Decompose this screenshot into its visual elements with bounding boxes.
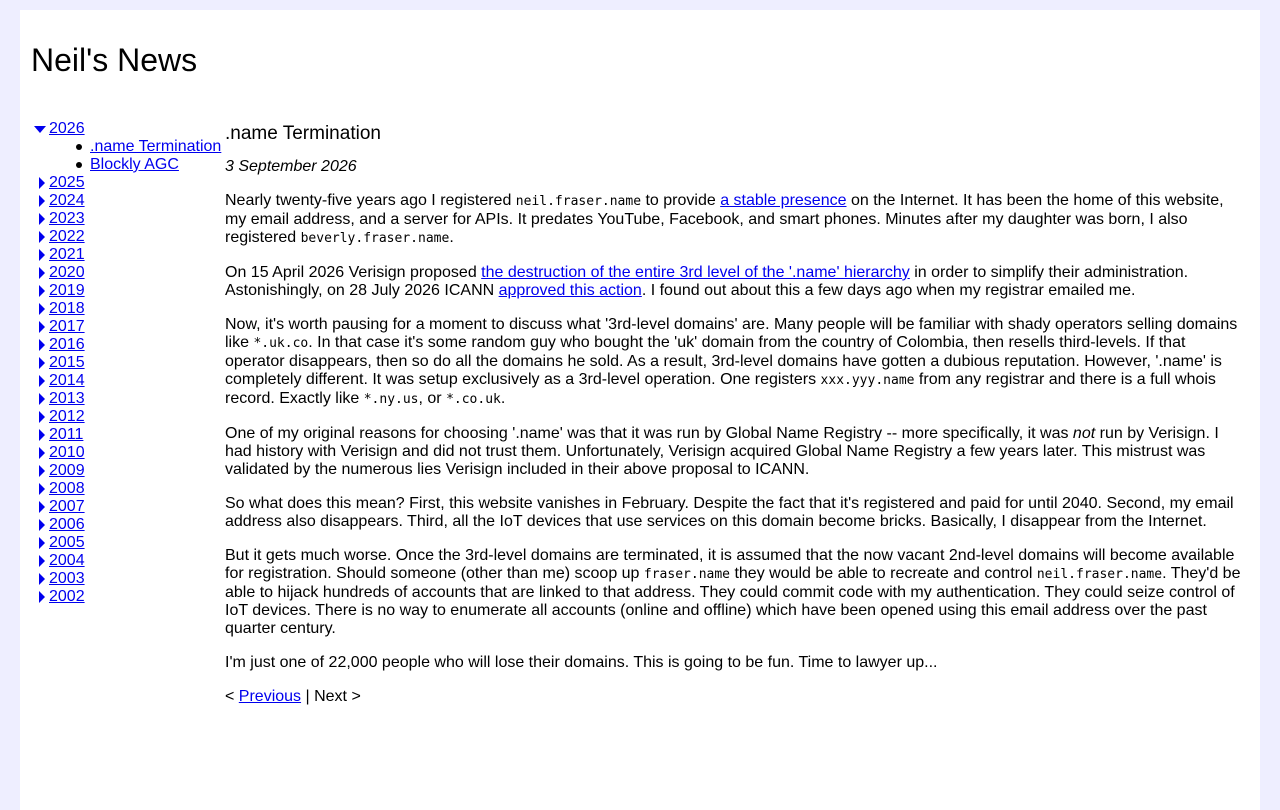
post-paragraph <box>225 316 1245 409</box>
text: On 15 April 2026 Verisign proposed <box>225 264 482 281</box>
archive-year-collapsed[interactable] <box>32 408 227 426</box>
text: Nearly twenty-five years ago I registered <box>225 192 516 209</box>
domain-code: xxx.yyy.name <box>820 373 915 388</box>
icann-approval-link[interactable]: approved this action <box>498 282 642 299</box>
text: in order to simplify their administration. Astonishingly, on 28 July 2026 ICANN <box>225 264 1189 299</box>
text: . <box>500 390 506 407</box>
archive-year-link[interactable]: 2019 <box>49 282 85 299</box>
triangle-right-icon[interactable] <box>32 210 49 228</box>
domain-code: neil.fraser.name <box>1036 567 1163 582</box>
next-label: Next > <box>314 688 361 705</box>
archive-year-collapsed[interactable] <box>32 372 227 390</box>
triangle-right-icon[interactable] <box>32 480 49 498</box>
archive-year-collapsed[interactable] <box>32 534 227 552</box>
triangle-right-icon[interactable] <box>32 390 49 408</box>
archive-year-collapsed[interactable] <box>32 336 227 354</box>
triangle-right-icon[interactable] <box>32 408 49 426</box>
page <box>20 10 1260 810</box>
archive-year-collapsed[interactable] <box>32 228 227 246</box>
triangle-right-icon[interactable] <box>32 498 49 516</box>
triangle-right-icon[interactable] <box>32 174 49 192</box>
triangle-right-icon[interactable] <box>32 192 49 210</box>
pager-separator: | <box>301 688 315 705</box>
archive-post-item[interactable] <box>32 156 227 174</box>
archive-year-link[interactable]: 2018 <box>49 300 85 317</box>
archive-year-link[interactable]: 2012 <box>49 408 85 425</box>
text: . They'd be able to hijack hundreds of accounts that are linked to that address. They could commit code with my authentication. They could seize control of IoT devices. There is no way to enumerate all accounts (online and offline) which have been opened using this email address over the past quarter century. <box>225 565 1241 637</box>
triangle-right-icon[interactable] <box>32 444 49 462</box>
archive-year-link[interactable]: 2004 <box>49 552 85 569</box>
bullet-icon <box>76 162 82 168</box>
archive-year-link[interactable]: 2025 <box>49 174 85 191</box>
triangle-right-icon[interactable] <box>32 354 49 372</box>
archive-year-collapsed[interactable] <box>32 300 227 318</box>
bullet-icon <box>76 144 82 150</box>
archive-year-collapsed[interactable] <box>32 516 227 534</box>
archive-year-link[interactable]: 2023 <box>49 210 85 227</box>
triangle-right-icon[interactable] <box>32 246 49 264</box>
archive-year-collapsed[interactable] <box>32 588 227 606</box>
archive-post-link[interactable]: Blockly AGC <box>90 156 179 173</box>
domain-code: *.ny.us <box>363 392 419 407</box>
post-content <box>225 120 1245 706</box>
archive-year-link[interactable]: 2010 <box>49 444 85 461</box>
post-title: .name Termination <box>225 123 381 144</box>
post-paragraph: So what does this mean? First, this website vanishes in February. Despite the fact that it's registered and paid for until 2040. Second, my email address also disappears. Third, all the IoT devices that use services on this domain become bricks. Basically, I disappear from the Internet. <box>225 495 1234 530</box>
text: , or <box>418 390 447 407</box>
archive-year-collapsed[interactable] <box>32 462 227 480</box>
domain-code: *.uk.co <box>253 336 309 351</box>
text: But it gets much worse. Once the 3rd-level domains are terminated, it is assumed that the now vacant 2nd-level domains will become available for registration. Should someone (other than me) scoop up <box>225 547 1235 582</box>
text: from any registrar and there is a full whois record. Exactly like <box>225 371 1216 407</box>
triangle-right-icon[interactable] <box>32 300 49 318</box>
archive-year-collapsed[interactable] <box>32 498 227 516</box>
archive-year-collapsed[interactable] <box>32 426 227 444</box>
archive-year-link[interactable]: 2003 <box>49 570 85 587</box>
archive-year-collapsed[interactable] <box>32 390 227 408</box>
triangle-right-icon[interactable] <box>32 570 49 588</box>
triangle-right-icon[interactable] <box>32 462 49 480</box>
triangle-right-icon[interactable] <box>32 588 49 606</box>
triangle-right-icon[interactable] <box>32 372 49 390</box>
archive-year-link[interactable]: 2006 <box>49 516 85 533</box>
archive-year-link[interactable]: 2002 <box>49 588 85 605</box>
archive-year-link[interactable]: 2016 <box>49 336 85 353</box>
archive-year-collapsed[interactable] <box>32 210 227 228</box>
pager <box>225 688 1245 706</box>
archive-year-list <box>32 174 227 606</box>
archive-year-link[interactable]: 2017 <box>49 318 85 335</box>
text: on the Internet. It has been the home of this website, my email address, and a server for APIs. It predates YouTube, Facebook, and smart phones. Minutes after my daughter was born, I also registered <box>225 192 1224 246</box>
triangle-right-icon[interactable] <box>32 264 49 282</box>
site-title: Neil's News <box>31 42 198 78</box>
stable-presence-link[interactable]: a stable presence <box>720 192 847 209</box>
domain-code: *.co.uk <box>446 392 501 407</box>
archive-year-link[interactable]: 2015 <box>49 354 85 371</box>
triangle-right-icon[interactable] <box>32 336 49 354</box>
archive-year-link[interactable]: 2026 <box>49 120 85 137</box>
post-paragraph <box>225 264 1245 300</box>
archive-sidebar <box>32 120 227 606</box>
triangle-right-icon[interactable] <box>32 534 49 552</box>
previous-link[interactable]: Previous <box>238 688 302 705</box>
archive-year-collapsed[interactable] <box>32 264 227 282</box>
post-paragraph: I'm just one of 22,000 people who will lose their domains. This is going to be fun. Time to lawyer up... <box>225 654 938 671</box>
archive-year-collapsed[interactable] <box>32 552 227 570</box>
triangle-right-icon[interactable] <box>32 228 49 246</box>
archive-year-collapsed[interactable] <box>32 246 227 264</box>
archive-year-open[interactable] <box>32 120 227 138</box>
text: to provide <box>641 192 721 209</box>
post-paragraph <box>225 547 1245 638</box>
archive-year-link[interactable]: 2013 <box>49 390 85 407</box>
verisign-proposal-link[interactable]: the destruction of the entire 3rd level of the '.name' hierarchy <box>481 264 910 281</box>
text: . I found out about this a few days ago when my registrar emailed me. <box>641 282 1136 299</box>
archive-year-link[interactable]: 2022 <box>49 228 85 245</box>
triangle-right-icon[interactable] <box>32 282 49 300</box>
archive-year-collapsed[interactable] <box>32 174 227 192</box>
emphasis: not <box>1072 425 1096 442</box>
post-paragraph <box>225 192 1245 248</box>
archive-year-collapsed[interactable] <box>32 192 227 210</box>
archive-year-collapsed[interactable] <box>32 444 227 462</box>
triangle-right-icon[interactable] <box>32 516 49 534</box>
domain-code: fraser.name <box>643 567 730 582</box>
archive-year-link[interactable]: 2014 <box>49 372 85 389</box>
archive-year-collapsed[interactable] <box>32 282 227 300</box>
text: . <box>449 229 454 246</box>
triangle-right-icon[interactable] <box>32 318 49 336</box>
domain-code: beverly.fraser.name <box>300 231 450 246</box>
text: . In that case it's some random guy who bought the 'uk' domain from the country of Colombia, then resells third-levels. If that operator disappears, then so do all the domains he sold. As a result, 3rd-level domains have gotten a dubious reputation. However, '.name' is completely different. It was setup exclusively as a 3rd-level operation. One registers <box>225 334 1222 388</box>
archive-year-link[interactable]: 2007 <box>49 498 85 515</box>
archive-year-link[interactable]: 2024 <box>49 192 85 209</box>
archive-year-collapsed[interactable] <box>32 318 227 336</box>
archive-year-link[interactable]: 2005 <box>49 534 85 551</box>
archive-year-collapsed[interactable] <box>32 480 227 498</box>
pager-prefix: < <box>225 688 239 705</box>
text: Now, it's worth pausing for a moment to discuss what '3rd-level domains' are. Many people will be familiar with shady operators selling domains like <box>225 316 1238 351</box>
archive-year-collapsed[interactable] <box>32 354 227 372</box>
archive-year-link[interactable]: 2008 <box>49 480 85 497</box>
triangle-down-icon[interactable] <box>32 120 49 138</box>
text: run by Verisign. I had history with Verisign and did not trust them. Unfortunately, Verisign acquired Global Name Registry a few years later. This mistrust was validated by the numerous lies Verisign included in their above proposal to ICANN. <box>225 425 1219 478</box>
archive-post-item[interactable] <box>32 138 227 156</box>
archive-year-collapsed[interactable] <box>32 570 227 588</box>
text: One of my original reasons for choosing '.name' was that it was run by Global Name Registry -- more specifically, it was <box>225 425 1073 442</box>
post-paragraph <box>225 425 1245 479</box>
domain-code: neil.fraser.name <box>515 194 642 209</box>
archive-year-link[interactable]: 2011 <box>49 426 84 443</box>
post-date: 3 September 2026 <box>225 158 357 175</box>
archive-post-link[interactable]: .name Termination <box>90 138 222 155</box>
text: they would be able to recreate and control <box>730 565 1037 582</box>
triangle-right-icon[interactable] <box>32 426 49 444</box>
archive-year-link[interactable]: 2020 <box>49 264 85 281</box>
archive-year-link[interactable]: 2021 <box>49 246 85 263</box>
archive-year-link[interactable]: 2009 <box>49 462 85 479</box>
triangle-right-icon[interactable] <box>32 552 49 570</box>
